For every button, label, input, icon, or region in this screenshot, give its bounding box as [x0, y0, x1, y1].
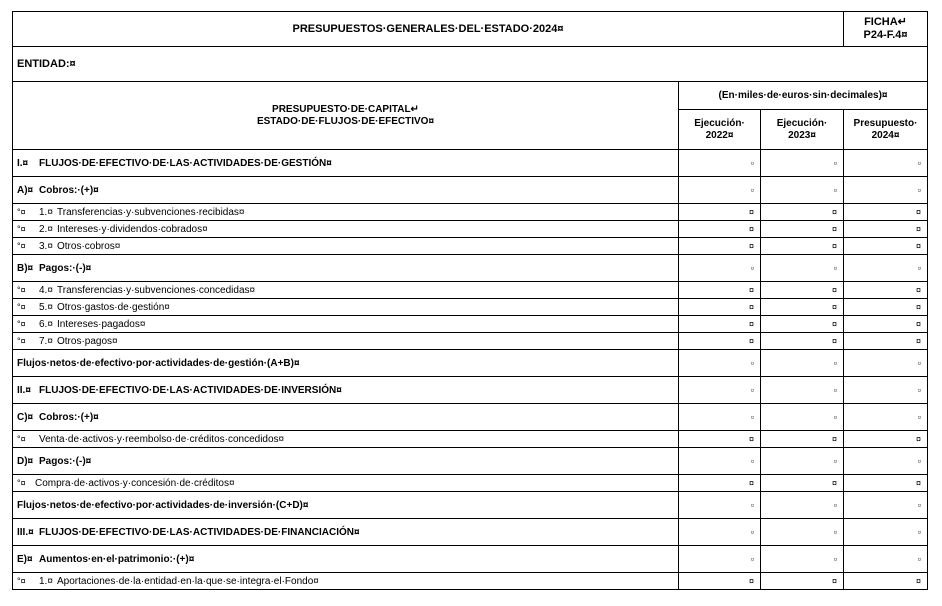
entidad-label: ENTIDAD:¤: [13, 47, 928, 82]
table-row: [13, 404, 928, 431]
cell-2022: ▫: [679, 404, 761, 431]
cell-2023: ¤: [761, 204, 844, 221]
entidad-row: [13, 47, 928, 82]
table-row: [13, 238, 928, 255]
row-text: Transferencias·y·subvenciones·recibidas¤: [57, 206, 245, 218]
cell-2023: ▫: [761, 519, 844, 546]
budget-title-line1: PRESUPUESTO·DE·CAPITAL↵: [272, 103, 419, 115]
table-row: [13, 431, 928, 448]
col-header-ejecucion-2023-line2: 2023¤: [788, 129, 816, 141]
table-row: [13, 519, 928, 546]
cell-2024: ¤: [844, 573, 928, 590]
cell-2023: ▫: [761, 255, 844, 282]
row-label: [13, 546, 679, 573]
row-label: [13, 377, 679, 404]
row-label: [13, 573, 679, 590]
row-label: [13, 475, 679, 492]
col-header-ejecucion-2023: [761, 110, 844, 150]
row-text: Compra·de·activos·y·concesión·de·créditos¤: [35, 477, 235, 489]
cell-2023: ¤: [761, 238, 844, 255]
cell-2022: ¤: [679, 204, 761, 221]
cell-2023: ▫: [761, 177, 844, 204]
table-row: [13, 177, 928, 204]
row-prefix: 3.¤: [39, 240, 53, 252]
row-text: FLUJOS·DE·EFECTIVO·DE·LAS·ACTIVIDADES·DE·FINANCIACIÓN¤: [39, 526, 360, 538]
row-bullet: °¤: [17, 240, 26, 251]
table-row: [13, 316, 928, 333]
cell-2022: ▫: [679, 448, 761, 475]
cell-2022: ¤: [679, 221, 761, 238]
row-prefix: III.¤: [17, 526, 34, 538]
budget-title: [13, 82, 679, 150]
cell-2022: ¤: [679, 282, 761, 299]
table-row: [13, 475, 928, 492]
row-label: [13, 255, 679, 282]
cell-2024: ¤: [844, 333, 928, 350]
col-header-ejecucion-2022-line2: 2022¤: [705, 129, 734, 141]
cell-2024: ¤: [844, 431, 928, 448]
row-label: [13, 316, 679, 333]
row-prefix: C)¤: [17, 411, 34, 423]
cell-2022: ¤: [679, 238, 761, 255]
row-bullet: °¤: [17, 284, 26, 295]
budget-header-row: [13, 82, 928, 110]
row-label: [13, 221, 679, 238]
document-title: PRESUPUESTOS·GENERALES·DEL·ESTADO·2024¤: [13, 12, 844, 47]
cell-2022: ¤: [679, 333, 761, 350]
cell-2024: ▫: [844, 377, 928, 404]
row-label: [13, 204, 679, 221]
cell-2023: ▫: [761, 404, 844, 431]
cell-2024: ¤: [844, 204, 928, 221]
table-row: [13, 448, 928, 475]
table-row: [13, 573, 928, 590]
cell-2023: ¤: [761, 316, 844, 333]
cell-2022: ▫: [679, 377, 761, 404]
row-prefix: 6.¤: [39, 318, 53, 330]
row-label: [13, 350, 679, 377]
row-text: Transferencias·y·subvenciones·concedidas¤: [57, 284, 256, 296]
row-text: Otros·pagos¤: [57, 335, 118, 347]
table-row: [13, 221, 928, 238]
cell-2023: ¤: [761, 333, 844, 350]
row-text: Pagos:·(-)¤: [39, 455, 92, 467]
units-note: (En·miles·de·euros·sin·decimales)¤: [679, 82, 928, 110]
cell-2023: ▫: [761, 350, 844, 377]
table-row: [13, 350, 928, 377]
table-row: [13, 492, 928, 519]
table-row: [13, 282, 928, 299]
cell-2024: ¤: [844, 238, 928, 255]
row-text: Pagos:·(-)¤: [39, 262, 92, 274]
row-text: Otros·gastos·de·gestión¤: [57, 301, 170, 313]
row-prefix: II.¤: [17, 384, 31, 396]
row-bullet: °¤: [17, 575, 26, 586]
row-bullet: °¤: [17, 223, 26, 234]
row-prefix: 4.¤: [39, 284, 53, 296]
row-prefix: B)¤: [17, 262, 34, 274]
cell-2023: ▫: [761, 492, 844, 519]
row-label: [13, 333, 679, 350]
cell-2023: ▫: [761, 546, 844, 573]
col-header-presupuesto-2024: [844, 110, 928, 150]
col-header-ejecucion-2023-line1: Ejecución·: [776, 117, 828, 129]
table-row: [13, 377, 928, 404]
cell-2024: ¤: [844, 299, 928, 316]
cell-2024: ▫: [844, 150, 928, 177]
row-text: Otros·cobros¤: [57, 240, 121, 252]
row-text: Venta·de·activos·y·reembolso·de·créditos·concedidos¤: [39, 433, 285, 445]
cell-2024: ¤: [844, 221, 928, 238]
row-prefix: 2.¤: [39, 223, 53, 235]
cell-2024: ▫: [844, 519, 928, 546]
cell-2024: ▫: [844, 448, 928, 475]
cell-2024: ▫: [844, 350, 928, 377]
cell-2024: ▫: [844, 492, 928, 519]
cash-flow-table: [12, 11, 928, 590]
row-bullet: °¤: [17, 335, 26, 346]
row-text: Intereses·y·dividendos·cobrados¤: [57, 223, 208, 235]
row-text: Flujos·netos·de·efectivo·por·actividades·de·inversión·(C+D)¤: [17, 499, 309, 511]
cell-2022: ▫: [679, 177, 761, 204]
cell-2022: ▫: [679, 150, 761, 177]
cell-2022: ▫: [679, 492, 761, 519]
table-row: [13, 204, 928, 221]
cell-2024: ¤: [844, 475, 928, 492]
row-label: [13, 150, 679, 177]
cell-2024: ▫: [844, 177, 928, 204]
cell-2022: ¤: [679, 475, 761, 492]
row-label: [13, 448, 679, 475]
cell-2023: ¤: [761, 282, 844, 299]
row-prefix: E)¤: [17, 553, 33, 565]
row-text: Aumentos·en·el·patrimonio:·(+)¤: [39, 553, 195, 565]
row-prefix: D)¤: [17, 455, 34, 467]
row-text: Aportaciones·de·la·entidad·en·la·que·se·integra·el·Fondo¤: [57, 575, 319, 587]
cell-2024: ¤: [844, 282, 928, 299]
budget-document: [12, 11, 927, 590]
table-row: [13, 546, 928, 573]
table-row: [13, 150, 928, 177]
col-header-ejecucion-2022-line1: Ejecución·: [694, 117, 745, 129]
row-label: [13, 431, 679, 448]
cell-2023: ¤: [761, 221, 844, 238]
col-header-ejecucion-2022: [679, 110, 761, 150]
row-text: Cobros:·(+)¤: [39, 411, 99, 423]
row-prefix: 1.¤: [39, 206, 53, 218]
cell-2024: ¤: [844, 316, 928, 333]
cell-2022: ▫: [679, 255, 761, 282]
row-prefix: A)¤: [17, 184, 34, 196]
row-label: [13, 492, 679, 519]
row-label: [13, 238, 679, 255]
title-row: [13, 12, 928, 47]
row-label: [13, 519, 679, 546]
cell-2022: ¤: [679, 316, 761, 333]
row-prefix: I.¤: [17, 157, 29, 169]
cell-2023: ▫: [761, 377, 844, 404]
row-prefix: 1.¤: [39, 575, 53, 587]
cell-2022: ▫: [679, 519, 761, 546]
cell-2023: ¤: [761, 475, 844, 492]
table-row: [13, 299, 928, 316]
row-bullet: °¤: [17, 433, 26, 444]
cell-2023: ¤: [761, 431, 844, 448]
cell-2024: ▫: [844, 255, 928, 282]
cell-2023: ¤: [761, 573, 844, 590]
cell-2022: ▫: [679, 546, 761, 573]
row-label: [13, 404, 679, 431]
row-text: FLUJOS·DE·EFECTIVO·DE·LAS·ACTIVIDADES·DE·INVERSIÓN¤: [39, 384, 342, 396]
row-prefix: 7.¤: [39, 335, 53, 347]
cell-2024: ▫: [844, 546, 928, 573]
row-bullet: °¤: [17, 206, 26, 217]
row-text: Flujos·netos·de·efectivo·por·actividades·de·gestión·(A+B)¤: [17, 357, 300, 369]
budget-title-line2: ESTADO·DE·FLUJOS·DE·EFECTIVO¤: [256, 115, 435, 127]
row-text: Cobros:·(+)¤: [39, 184, 99, 196]
cell-2023: ¤: [761, 299, 844, 316]
row-bullet: °¤: [17, 318, 26, 329]
row-label: [13, 177, 679, 204]
cell-2024: ▫: [844, 404, 928, 431]
ficha-label: FICHA↵: [864, 16, 907, 28]
ficha-code: [844, 12, 928, 47]
col-header-presupuesto-2024-line2: 2024¤: [871, 129, 900, 141]
table-row: [13, 333, 928, 350]
table-row: [13, 255, 928, 282]
cell-2023: ▫: [761, 448, 844, 475]
cell-2022: ¤: [679, 573, 761, 590]
row-text: Intereses·pagados¤: [57, 318, 146, 330]
cell-2023: ▫: [761, 150, 844, 177]
cell-2022: ¤: [679, 299, 761, 316]
row-label: [13, 299, 679, 316]
row-text: FLUJOS·DE·EFECTIVO·DE·LAS·ACTIVIDADES·DE·GESTIÓN¤: [39, 157, 332, 169]
cell-2022: ¤: [679, 431, 761, 448]
ficha-number: P24-F.4¤: [863, 29, 908, 41]
row-prefix: 5.¤: [39, 301, 53, 313]
row-label: [13, 282, 679, 299]
col-header-presupuesto-2024-line1: Presupuesto·: [853, 117, 918, 129]
row-bullet: °¤: [17, 301, 26, 312]
cell-2022: ▫: [679, 350, 761, 377]
row-bullet: °¤: [17, 477, 26, 488]
